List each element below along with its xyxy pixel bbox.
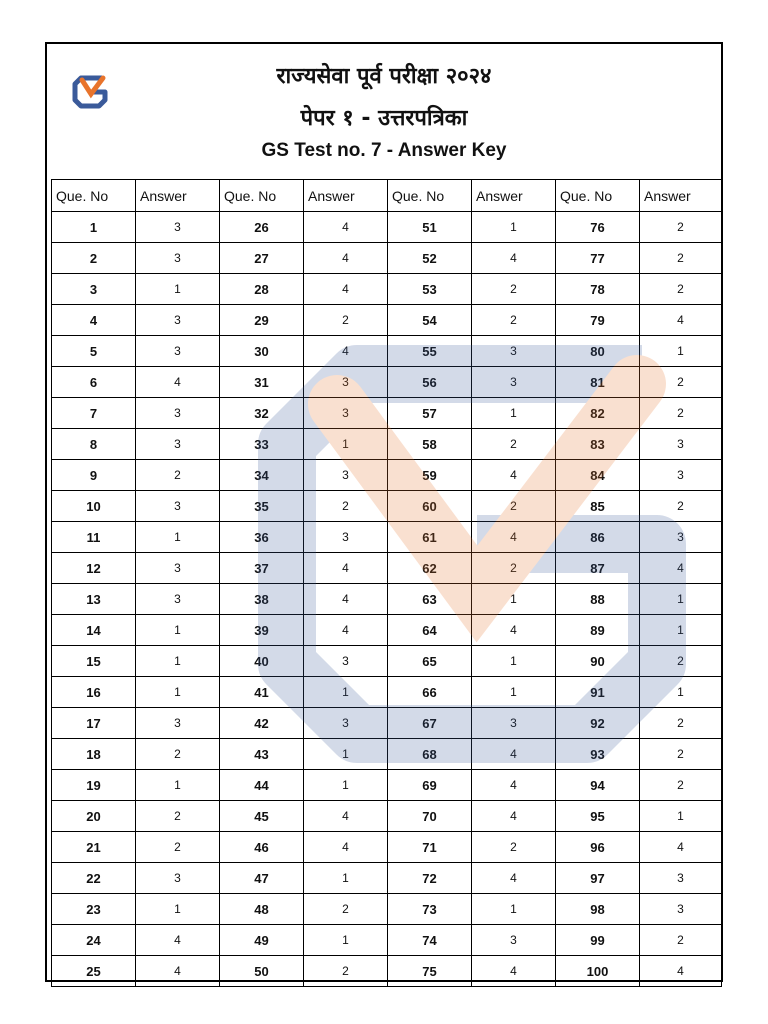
answer-key-table	[51, 179, 722, 987]
answer-cell: 4	[136, 925, 220, 956]
table-row	[52, 429, 722, 460]
question-number-cell: 74	[388, 925, 472, 956]
answer-cell: 3	[136, 708, 220, 739]
answer-cell: 4	[304, 584, 388, 615]
question-number-cell: 29	[220, 305, 304, 336]
answer-cell: 1	[136, 894, 220, 925]
question-number-cell: 34	[220, 460, 304, 491]
column-header: Answer	[136, 180, 220, 212]
question-number-cell: 62	[388, 553, 472, 584]
answer-cell: 1	[640, 336, 722, 367]
table-row	[52, 367, 722, 398]
answer-cell: 2	[640, 212, 722, 243]
answer-cell: 2	[304, 305, 388, 336]
answer-key-sheet	[45, 42, 723, 982]
table-row	[52, 708, 722, 739]
table-row	[52, 646, 722, 677]
table-header-row	[52, 180, 722, 212]
question-number-cell: 73	[388, 894, 472, 925]
answer-cell: 3	[304, 708, 388, 739]
question-number-cell: 39	[220, 615, 304, 646]
answer-cell: 1	[136, 770, 220, 801]
exam-title: राज्यसेवा पूर्व परीक्षा २०२४	[276, 64, 492, 89]
answer-cell: 3	[136, 553, 220, 584]
table-row	[52, 925, 722, 956]
question-number-cell: 71	[388, 832, 472, 863]
question-number-cell: 30	[220, 336, 304, 367]
question-number-cell: 51	[388, 212, 472, 243]
answer-cell: 4	[304, 832, 388, 863]
question-number-cell: 16	[52, 677, 136, 708]
answer-cell: 3	[640, 894, 722, 925]
question-number-cell: 64	[388, 615, 472, 646]
table-row	[52, 336, 722, 367]
question-number-cell: 59	[388, 460, 472, 491]
answer-cell: 1	[640, 801, 722, 832]
question-number-cell: 100	[556, 956, 640, 987]
table-row	[52, 863, 722, 894]
answer-cell: 3	[304, 646, 388, 677]
answer-cell: 1	[304, 677, 388, 708]
question-number-cell: 87	[556, 553, 640, 584]
question-number-cell: 8	[52, 429, 136, 460]
column-header: Que. No	[52, 180, 136, 212]
answer-cell: 1	[304, 739, 388, 770]
question-number-cell: 98	[556, 894, 640, 925]
question-number-cell: 37	[220, 553, 304, 584]
table-row	[52, 832, 722, 863]
table-row	[52, 243, 722, 274]
answer-cell: 3	[640, 429, 722, 460]
answer-cell: 2	[472, 429, 556, 460]
question-number-cell: 70	[388, 801, 472, 832]
column-header: Answer	[472, 180, 556, 212]
table-row	[52, 894, 722, 925]
answer-cell: 3	[640, 522, 722, 553]
answer-cell: 2	[640, 925, 722, 956]
answer-cell: 4	[640, 305, 722, 336]
question-number-cell: 66	[388, 677, 472, 708]
answer-cell: 3	[136, 243, 220, 274]
answer-cell: 2	[640, 367, 722, 398]
answer-cell: 2	[304, 894, 388, 925]
question-number-cell: 45	[220, 801, 304, 832]
answer-cell: 1	[304, 770, 388, 801]
question-number-cell: 85	[556, 491, 640, 522]
question-number-cell: 92	[556, 708, 640, 739]
question-number-cell: 22	[52, 863, 136, 894]
answer-cell: 3	[472, 336, 556, 367]
column-header: Answer	[304, 180, 388, 212]
question-number-cell: 25	[52, 956, 136, 987]
table-row	[52, 739, 722, 770]
answer-cell: 3	[304, 398, 388, 429]
question-number-cell: 54	[388, 305, 472, 336]
question-number-cell: 78	[556, 274, 640, 305]
table-row	[52, 491, 722, 522]
table-row	[52, 677, 722, 708]
answer-cell: 1	[640, 615, 722, 646]
table-row	[52, 801, 722, 832]
question-number-cell: 35	[220, 491, 304, 522]
column-header: Que. No	[220, 180, 304, 212]
question-number-cell: 93	[556, 739, 640, 770]
answer-cell: 1	[472, 677, 556, 708]
question-number-cell: 97	[556, 863, 640, 894]
question-number-cell: 26	[220, 212, 304, 243]
question-number-cell: 91	[556, 677, 640, 708]
answer-cell: 4	[640, 553, 722, 584]
test-name: GS Test no. 7 - Answer Key	[261, 140, 507, 161]
question-number-cell: 6	[52, 367, 136, 398]
answer-cell: 3	[640, 863, 722, 894]
answer-cell: 2	[640, 274, 722, 305]
question-number-cell: 21	[52, 832, 136, 863]
question-number-cell: 96	[556, 832, 640, 863]
question-number-cell: 23	[52, 894, 136, 925]
answer-cell: 3	[136, 398, 220, 429]
question-number-cell: 88	[556, 584, 640, 615]
question-number-cell: 75	[388, 956, 472, 987]
answer-cell: 4	[304, 615, 388, 646]
answer-cell: 2	[640, 398, 722, 429]
answer-cell: 1	[472, 584, 556, 615]
question-number-cell: 49	[220, 925, 304, 956]
answer-cell: 1	[304, 429, 388, 460]
answer-cell: 1	[136, 615, 220, 646]
column-header: Answer	[640, 180, 722, 212]
answer-cell: 2	[136, 832, 220, 863]
table-row	[52, 553, 722, 584]
question-number-cell: 14	[52, 615, 136, 646]
answer-cell: 4	[472, 243, 556, 274]
question-number-cell: 32	[220, 398, 304, 429]
question-number-cell: 81	[556, 367, 640, 398]
answer-cell: 3	[304, 522, 388, 553]
answer-cell: 2	[640, 243, 722, 274]
question-number-cell: 77	[556, 243, 640, 274]
question-number-cell: 28	[220, 274, 304, 305]
answer-cell: 4	[472, 801, 556, 832]
question-number-cell: 72	[388, 863, 472, 894]
answer-cell: 2	[136, 801, 220, 832]
answer-cell: 1	[136, 677, 220, 708]
question-number-cell: 89	[556, 615, 640, 646]
question-number-cell: 27	[220, 243, 304, 274]
answer-cell: 1	[640, 584, 722, 615]
question-number-cell: 68	[388, 739, 472, 770]
column-header: Que. No	[556, 180, 640, 212]
answer-cell: 4	[472, 770, 556, 801]
question-number-cell: 4	[52, 305, 136, 336]
answer-cell: 4	[472, 522, 556, 553]
question-number-cell: 58	[388, 429, 472, 460]
answer-cell: 3	[304, 460, 388, 491]
question-number-cell: 50	[220, 956, 304, 987]
column-header: Que. No	[388, 180, 472, 212]
answer-cell: 4	[640, 956, 722, 987]
answer-cell: 4	[136, 367, 220, 398]
table-row	[52, 956, 722, 987]
question-number-cell: 83	[556, 429, 640, 460]
answer-cell: 2	[136, 739, 220, 770]
question-number-cell: 86	[556, 522, 640, 553]
table-row	[52, 522, 722, 553]
answer-cell: 2	[472, 305, 556, 336]
answer-cell: 3	[136, 336, 220, 367]
question-number-cell: 17	[52, 708, 136, 739]
answer-cell: 3	[136, 212, 220, 243]
answer-cell: 3	[136, 863, 220, 894]
answer-cell: 2	[304, 491, 388, 522]
question-number-cell: 40	[220, 646, 304, 677]
answer-cell: 2	[472, 491, 556, 522]
table-row	[52, 460, 722, 491]
question-number-cell: 12	[52, 553, 136, 584]
table-row	[52, 274, 722, 305]
question-number-cell: 56	[388, 367, 472, 398]
answer-cell: 1	[136, 274, 220, 305]
answer-cell: 4	[472, 739, 556, 770]
answer-cell: 2	[640, 708, 722, 739]
question-number-cell: 67	[388, 708, 472, 739]
question-number-cell: 94	[556, 770, 640, 801]
question-number-cell: 7	[52, 398, 136, 429]
question-number-cell: 99	[556, 925, 640, 956]
question-number-cell: 3	[52, 274, 136, 305]
answer-cell: 4	[304, 274, 388, 305]
question-number-cell: 63	[388, 584, 472, 615]
answer-cell: 4	[472, 615, 556, 646]
table-row	[52, 584, 722, 615]
answer-cell: 3	[136, 584, 220, 615]
question-number-cell: 80	[556, 336, 640, 367]
question-number-cell: 43	[220, 739, 304, 770]
answer-cell: 2	[640, 646, 722, 677]
answer-cell: 2	[640, 739, 722, 770]
question-number-cell: 11	[52, 522, 136, 553]
answer-cell: 2	[136, 460, 220, 491]
question-number-cell: 60	[388, 491, 472, 522]
answer-cell: 1	[136, 646, 220, 677]
table-row	[52, 212, 722, 243]
table-row	[52, 615, 722, 646]
question-number-cell: 19	[52, 770, 136, 801]
question-number-cell: 65	[388, 646, 472, 677]
answer-cell: 3	[304, 367, 388, 398]
question-number-cell: 47	[220, 863, 304, 894]
answer-cell: 4	[472, 460, 556, 491]
answer-cell: 4	[136, 956, 220, 987]
question-number-cell: 1	[52, 212, 136, 243]
question-number-cell: 46	[220, 832, 304, 863]
question-number-cell: 84	[556, 460, 640, 491]
answer-cell: 1	[472, 894, 556, 925]
answer-cell: 4	[472, 863, 556, 894]
question-number-cell: 9	[52, 460, 136, 491]
answer-cell: 1	[472, 212, 556, 243]
question-number-cell: 48	[220, 894, 304, 925]
answer-cell: 1	[304, 925, 388, 956]
question-number-cell: 52	[388, 243, 472, 274]
question-number-cell: 55	[388, 336, 472, 367]
question-number-cell: 82	[556, 398, 640, 429]
answer-cell: 4	[304, 336, 388, 367]
answer-cell: 4	[304, 553, 388, 584]
answer-cell: 4	[304, 801, 388, 832]
question-number-cell: 41	[220, 677, 304, 708]
question-number-cell: 2	[52, 243, 136, 274]
question-number-cell: 69	[388, 770, 472, 801]
answer-cell: 1	[472, 398, 556, 429]
table-row	[52, 398, 722, 429]
question-number-cell: 36	[220, 522, 304, 553]
answer-cell: 3	[640, 460, 722, 491]
question-number-cell: 44	[220, 770, 304, 801]
answer-cell: 2	[304, 956, 388, 987]
answer-cell: 3	[136, 305, 220, 336]
answer-cell: 2	[472, 553, 556, 584]
answer-cell: 3	[136, 491, 220, 522]
answer-cell: 2	[472, 274, 556, 305]
question-number-cell: 18	[52, 739, 136, 770]
question-number-cell: 76	[556, 212, 640, 243]
question-number-cell: 24	[52, 925, 136, 956]
answer-cell: 1	[640, 677, 722, 708]
answer-cell: 1	[472, 646, 556, 677]
question-number-cell: 79	[556, 305, 640, 336]
question-number-cell: 95	[556, 801, 640, 832]
question-number-cell: 31	[220, 367, 304, 398]
answer-cell: 4	[640, 832, 722, 863]
answer-cell: 2	[640, 491, 722, 522]
answer-cell: 3	[472, 925, 556, 956]
answer-cell: 2	[640, 770, 722, 801]
question-number-cell: 13	[52, 584, 136, 615]
table-row	[52, 305, 722, 336]
answer-cell: 3	[136, 429, 220, 460]
answer-cell: 4	[472, 956, 556, 987]
question-number-cell: 15	[52, 646, 136, 677]
paper-subtitle: पेपर १ - उत्तरपत्रिका	[300, 106, 468, 131]
question-number-cell: 61	[388, 522, 472, 553]
answer-cell: 4	[304, 243, 388, 274]
question-number-cell: 38	[220, 584, 304, 615]
table-row	[52, 770, 722, 801]
answer-cell: 1	[136, 522, 220, 553]
question-number-cell: 33	[220, 429, 304, 460]
answer-cell: 3	[472, 367, 556, 398]
question-number-cell: 90	[556, 646, 640, 677]
question-number-cell: 57	[388, 398, 472, 429]
answer-cell: 1	[304, 863, 388, 894]
question-number-cell: 42	[220, 708, 304, 739]
answer-cell: 3	[472, 708, 556, 739]
question-number-cell: 53	[388, 274, 472, 305]
answer-cell: 4	[304, 212, 388, 243]
question-number-cell: 5	[52, 336, 136, 367]
sheet-header	[47, 44, 721, 177]
question-number-cell: 20	[52, 801, 136, 832]
question-number-cell: 10	[52, 491, 136, 522]
answer-cell: 2	[472, 832, 556, 863]
